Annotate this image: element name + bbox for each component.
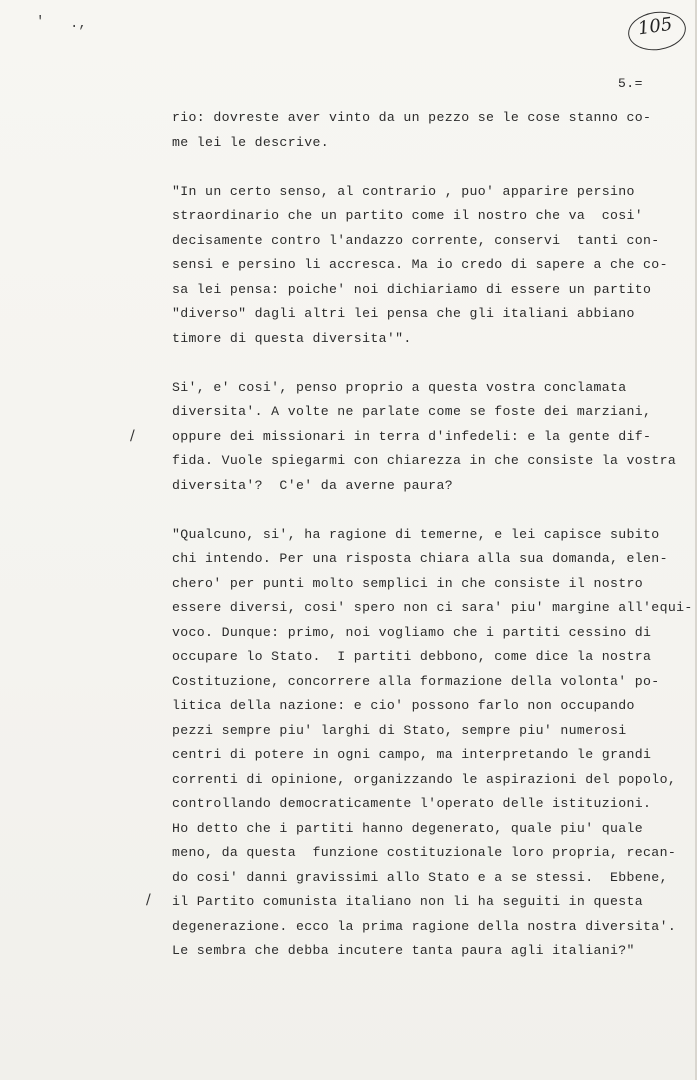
text-line: Le sembra che debba incutere tanta paura agli italiani?" [172,943,635,958]
text-line: degenerazione. ecco la prima ragione della nostra diversita'. [172,918,677,934]
typewritten-page: ' ., 105 5.= / / rio: dovreste aver vinto da un pezzo se le cose stanno co- me lei le descrive. "In un certo senso, al contrario , puo' apparire persino straordinario che un partito come il nostro che va cosi' decisamente contro l'andazzo corrente, conservi tanti con- sensi e persino li accresca. Ma io credo di sapere a che co- sa lei pensa: poiche' noi dichiariamo di essere un partito "diverso" dagli altri lei pensa che gli italiani abbiano timore di questa diversita'". Si', e' cosi', penso proprio a questa vostra conclamata diversita'. A volte ne parlate come se foste dei marziani, oppure dei missionari in terra d'infedeli: e la gente dif- fida. Vuole spiegarmi con chiarezza in che consiste la vostra diversita'? C'e' da averne paura? "Qualcuno, si', ha ragione di temerne, e lei capisce subito chi intendo. Per una risposta chiara alla sua domanda, elen- chero' per punti molto semplici in che consiste il nostro essere diversi, cosi' spero non ci sara' piu' margine all'equi- voco. Dunque: primo, noi vogliamo che i partiti cessino di occupare lo Stato. I partiti debbono, come dice la nostra Costituzione, concorrere alla formazione della volonta' po- litica della nazione: e cio' possono farlo non occupando pezzi sempre piu' larghi di Stato, sempre piu' numerosi centri di potere in ogni campo, ma interpretando le grandi correnti di opinione, organizzando le aspirazioni del popolo, controllando democraticamente l'operato delle istituzioni. Ho detto che i partiti hanno degenerato, quale piu' quale meno, da questa funzione costituzionale loro propria, recan- do cosi' danni gravissimi allo Stato e a se stessi. Ebbene, il Partito comunista italiano non li ha seguiti in questa degenerazione. ecco la prima ragione della nostra diversita'. Le sembra che debba incutere tanta paura agli italiani?" [0,0,697,1080]
text-line: rio: dovreste aver vinto da un pezzo se le cose stanno co- [172,110,652,125]
text-line: correnti di opinione, organizzando le aspirazioni del popolo, [172,771,677,787]
text-line: chero' per punti molto semplici in che consiste il nostro [172,575,644,591]
text-line: il Partito comunista italiano non li ha seguiti in questa [172,894,644,909]
text-line: centri di potere in ogni campo, ma interpretando le grandi [172,747,652,762]
margin-mark-2: / [146,892,151,908]
text-line: sa lei pensa: poiche' noi dichiariamo di essere un partito [172,281,652,297]
text-line: Ho detto che i partiti hanno degenerato, quale piu' quale [172,820,644,836]
text-line: meno, da questa funzione costituzionale loro propria, recan- [172,845,677,860]
text-line: diversita'? C'e' da averne paura? [172,477,453,493]
text-line: pezzi sempre piu' larghi di Stato, sempre piu' numerosi [172,722,627,738]
text-line: "Qualcuno, si', ha ragione di temerne, e lei capisce subito [172,526,660,542]
text-line: me lei le descrive. [172,134,330,150]
text-line: Si', e' cosi', penso proprio a questa vostra conclamata [172,379,627,395]
text-line: chi intendo. Per una risposta chiara alla sua domanda, elen- [172,551,668,566]
text-line: litica della nazione: e cio' possono farlo non occupando [172,698,635,713]
text-line: straordinario che un partito come il nostro che va cosi' [172,208,644,223]
text-line: controllando democraticamente l'operato delle istituzioni. [172,796,652,811]
text-line: diversita'. A volte ne parlate come se foste dei marziani, [172,404,652,419]
page-number: 5.= [618,76,643,91]
text-line: occupare lo Stato. I partiti debbono, come dice la nostra [172,649,652,664]
text-line: fida. Vuole spiegarmi con chiarezza in che consiste la vostra [172,453,677,468]
body-text [172,106,693,964]
text-line: oppure dei missionari in terra d'infedeli: e la gente dif- [172,428,652,444]
text-line: do cosi' danni gravissimi allo Stato e a se stessi. Ebbene, [172,869,668,885]
text-line: sensi e persino li accresca. Ma io credo di sapere a che co- [172,257,668,272]
margin-mark-1: / [130,428,135,444]
text-line: voco. Dunque: primo, noi vogliamo che i partiti cessino di [172,624,652,640]
archive-stamp-number: 105 [636,13,674,40]
text-line: decisamente contro l'andazzo corrente, conservi tanti con- [172,232,660,248]
text-line: Costituzione, concorrere alla formazione della volonta' po- [172,673,660,689]
text-line: timore di questa diversita'". [172,330,412,346]
text-line: essere diversi, cosi' spero non ci sara' piu' margine all'equi- [172,600,693,615]
text-line: "In un certo senso, al contrario , puo' apparire persino [172,183,635,199]
text-line: "diverso" dagli altri lei pensa che gli italiani abbiano [172,306,635,321]
